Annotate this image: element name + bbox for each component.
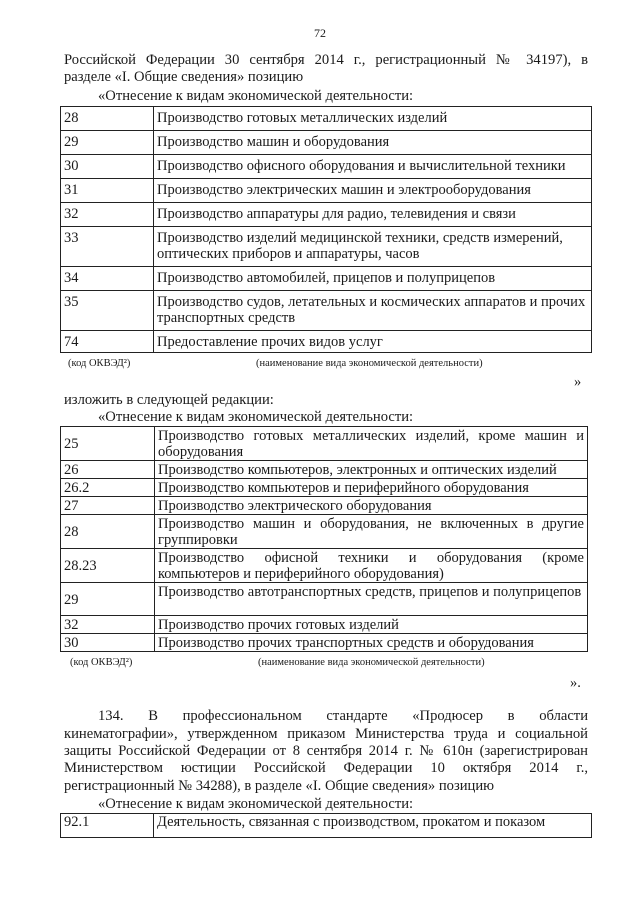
table-row xyxy=(61,291,592,331)
table-row xyxy=(61,634,588,652)
section134-line-3: защиты Российской Федерации от 8 сентября 2014 г. № 610н (зарегистрирован xyxy=(64,743,588,759)
okved-table-new xyxy=(60,426,588,652)
okved-code: 32 xyxy=(61,616,155,634)
activity-name: Производство готовых металлических изделий xyxy=(154,107,592,131)
okved-code: 30 xyxy=(61,155,154,179)
table-row xyxy=(61,583,588,616)
section134-heading: «Отнесение к видам экономической деятельности: xyxy=(98,796,414,812)
activity-name: Деятельность, связанная с производством, прокатом и показом xyxy=(154,814,592,838)
intro-heading: «Отнесение к видам экономической деятельности: xyxy=(98,88,414,104)
table-row xyxy=(61,549,588,583)
activity-name: Производство офисного оборудования и вычислительной техники xyxy=(154,155,592,179)
okved-code: 31 xyxy=(61,179,154,203)
activity-name: Производство готовых металлических изделий, кроме машин и оборудования xyxy=(155,427,588,461)
section134-line-4: Министерством юстиции Российской Федерации 10 октября 2014 г., xyxy=(64,760,588,776)
activity-name: Предоставление прочих видов услуг xyxy=(154,331,592,353)
table-row xyxy=(61,479,588,497)
table-row xyxy=(61,203,592,227)
table-row xyxy=(61,107,592,131)
caption-name-new: (наименование вида экономической деятельности) xyxy=(258,657,485,668)
section134-line-2: кинематографии», утвержденном приказом Министерства труда и социальной xyxy=(64,726,588,742)
okved-code: 28.23 xyxy=(61,549,155,583)
table-row xyxy=(61,814,592,838)
table-row xyxy=(61,515,588,549)
okved-code: 27 xyxy=(61,497,155,515)
page-number: 72 xyxy=(314,26,326,40)
section134-line-1: 134. В профессиональном стандарте «Продюсер в области xyxy=(98,708,588,724)
activity-name: Производство судов, летательных и космических аппаратов и прочих транспортных средств xyxy=(154,291,592,331)
activity-name: Производство прочих готовых изделий xyxy=(155,616,588,634)
table-row xyxy=(61,131,592,155)
section134-line-5: регистрационный № 34288), в разделе «I. Общие сведения» позицию xyxy=(64,778,495,794)
caption-code-old: (код ОКВЭД²) xyxy=(68,358,131,369)
okved-table-old xyxy=(60,106,592,353)
activity-name: Производство изделий медицинской техники, средств измерений, оптических приборов и аппаратуры, часов xyxy=(154,227,592,267)
activity-name: Производство офисной техники и оборудования (кроме компьютеров и периферийного оборудования) xyxy=(155,549,588,583)
okved-code: 28 xyxy=(61,107,154,131)
table-row xyxy=(61,155,592,179)
okved-code: 26.2 xyxy=(61,479,155,497)
table-row xyxy=(61,331,592,353)
okved-table-last xyxy=(60,813,592,838)
okved-code: 35 xyxy=(61,291,154,331)
activity-name: Производство машин и оборудования, не включенных в другие группировки xyxy=(155,515,588,549)
intro-line-2: разделе «I. Общие сведения» позицию xyxy=(64,69,304,85)
activity-name: Производство машин и оборудования xyxy=(154,131,592,155)
okved-code: 29 xyxy=(61,131,154,155)
okved-code: 34 xyxy=(61,267,154,291)
table-row xyxy=(61,227,592,267)
caption-name-old: (наименование вида экономической деятельности) xyxy=(256,358,483,369)
activity-name: Производство автотранспортных средств, прицепов и полуприцепов xyxy=(155,583,588,616)
middle-heading: «Отнесение к видам экономической деятельности: xyxy=(98,409,414,425)
activity-name: Производство компьютеров, электронных и оптических изделий xyxy=(155,461,588,479)
closing-quote-new: ». xyxy=(570,675,581,691)
activity-name: Производство компьютеров и периферийного оборудования xyxy=(155,479,588,497)
okved-code: 29 xyxy=(61,583,155,616)
activity-name: Производство прочих транспортных средств и оборудования xyxy=(155,634,588,652)
activity-name: Производство электрического оборудования xyxy=(155,497,588,515)
activity-name: Производство автомобилей, прицепов и полуприцепов xyxy=(154,267,592,291)
okved-code: 26 xyxy=(61,461,155,479)
okved-code: 28 xyxy=(61,515,155,549)
okved-code: 32 xyxy=(61,203,154,227)
table-row xyxy=(61,267,592,291)
table-row xyxy=(61,616,588,634)
okved-code: 74 xyxy=(61,331,154,353)
okved-code: 30 xyxy=(61,634,155,652)
okved-code: 33 xyxy=(61,227,154,267)
table-row xyxy=(61,461,588,479)
table-row xyxy=(61,497,588,515)
intro-line-1: Российской Федерации 30 сентября 2014 г., регистрационный № 34197), в xyxy=(64,52,588,68)
okved-code: 25 xyxy=(61,427,155,461)
activity-name: Производство аппаратуры для радио, телевидения и связи xyxy=(154,203,592,227)
activity-name: Производство электрических машин и электрооборудования xyxy=(154,179,592,203)
table-row xyxy=(61,179,592,203)
okved-code: 92.1 xyxy=(61,814,154,838)
closing-quote-old: » xyxy=(574,374,582,390)
table-row xyxy=(61,427,588,461)
middle-line: изложить в следующей редакции: xyxy=(64,392,274,408)
caption-code-new: (код ОКВЭД²) xyxy=(70,657,133,668)
